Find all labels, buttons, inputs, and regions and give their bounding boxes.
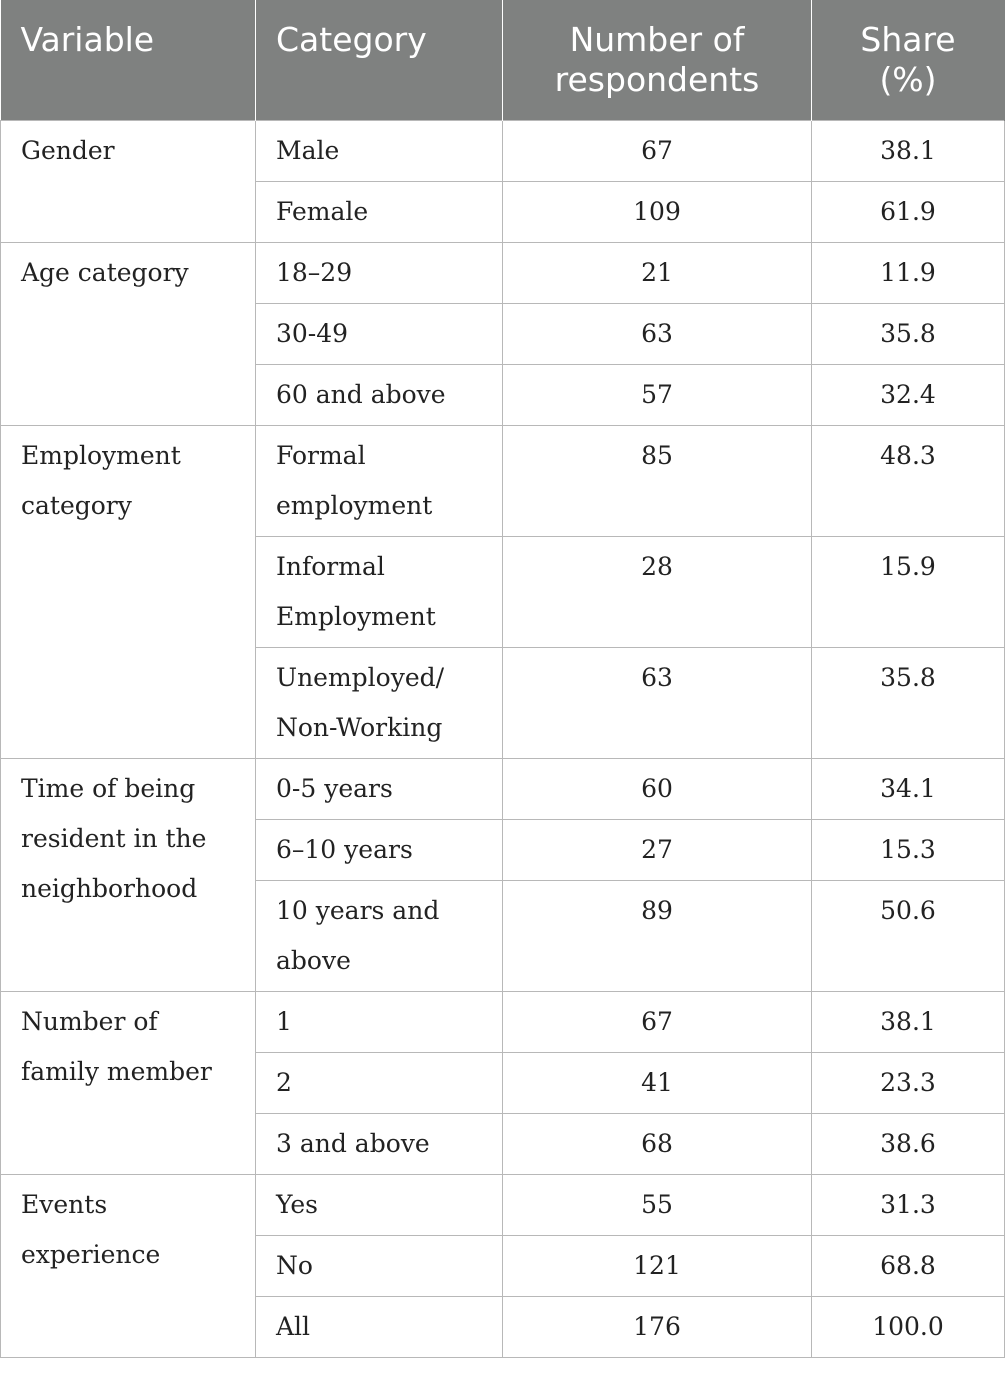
number-cell: 41	[503, 1053, 812, 1114]
table-header	[1, 0, 1005, 121]
share-cell: 15.9	[812, 537, 1005, 648]
variable-cell: Gender	[1, 121, 256, 243]
category-cell: Informal Employment	[256, 537, 503, 648]
number-cell: 109	[503, 182, 812, 243]
category-cell: 2	[256, 1053, 503, 1114]
number-cell: 60	[503, 759, 812, 820]
number-cell: 27	[503, 820, 812, 881]
variable-cell: Employment category	[1, 426, 256, 759]
number-cell: 21	[503, 243, 812, 304]
category-cell: 10 years and above	[256, 881, 503, 992]
number-cell: 176	[503, 1297, 812, 1358]
number-cell: 89	[503, 881, 812, 992]
category-cell: 3 and above	[256, 1114, 503, 1175]
share-cell: 38.6	[812, 1114, 1005, 1175]
share-cell: 34.1	[812, 759, 1005, 820]
variable-cell: Time of being resident in the neighborhood	[1, 759, 256, 992]
share-cell: 35.8	[812, 304, 1005, 365]
category-cell: 1	[256, 992, 503, 1053]
number-cell: 55	[503, 1175, 812, 1236]
share-cell: 38.1	[812, 992, 1005, 1053]
table-row	[1, 426, 1005, 537]
header-variable: Variable	[1, 0, 256, 121]
category-cell: No	[256, 1236, 503, 1297]
category-cell: Formal employment	[256, 426, 503, 537]
table-row	[1, 121, 1005, 182]
number-cell: 68	[503, 1114, 812, 1175]
share-cell: 31.3	[812, 1175, 1005, 1236]
table-row	[1, 1175, 1005, 1236]
number-cell: 121	[503, 1236, 812, 1297]
category-cell: 6–10 years	[256, 820, 503, 881]
variable-cell: Events experience	[1, 1175, 256, 1358]
header-category: Category	[256, 0, 503, 121]
category-cell: Unemployed/ Non-Working	[256, 648, 503, 759]
number-cell: 85	[503, 426, 812, 537]
share-cell: 38.1	[812, 121, 1005, 182]
category-cell: Female	[256, 182, 503, 243]
share-cell: 68.8	[812, 1236, 1005, 1297]
share-cell: 35.8	[812, 648, 1005, 759]
table-body	[1, 121, 1005, 1358]
share-cell: 50.6	[812, 881, 1005, 992]
category-cell: 0-5 years	[256, 759, 503, 820]
share-cell: 23.3	[812, 1053, 1005, 1114]
share-cell: 15.3	[812, 820, 1005, 881]
table-row	[1, 243, 1005, 304]
variable-cell: Number of family member	[1, 992, 256, 1175]
number-cell: 63	[503, 304, 812, 365]
share-cell: 32.4	[812, 365, 1005, 426]
number-cell: 67	[503, 121, 812, 182]
number-cell: 57	[503, 365, 812, 426]
category-cell: Male	[256, 121, 503, 182]
table-row	[1, 759, 1005, 820]
share-cell: 48.3	[812, 426, 1005, 537]
share-cell: 61.9	[812, 182, 1005, 243]
table-row	[1, 992, 1005, 1053]
share-cell: 11.9	[812, 243, 1005, 304]
header-number-of-respondents: Number of respondents	[503, 0, 812, 121]
number-cell: 63	[503, 648, 812, 759]
header-share: Share (%)	[812, 0, 1005, 121]
category-cell: Yes	[256, 1175, 503, 1236]
category-cell: 30-49	[256, 304, 503, 365]
category-cell: 18–29	[256, 243, 503, 304]
variable-cell: Age category	[1, 243, 256, 426]
share-cell: 100.0	[812, 1297, 1005, 1358]
number-cell: 67	[503, 992, 812, 1053]
number-cell: 28	[503, 537, 812, 648]
category-cell: All	[256, 1297, 503, 1358]
header-row	[1, 0, 1005, 121]
category-cell: 60 and above	[256, 365, 503, 426]
